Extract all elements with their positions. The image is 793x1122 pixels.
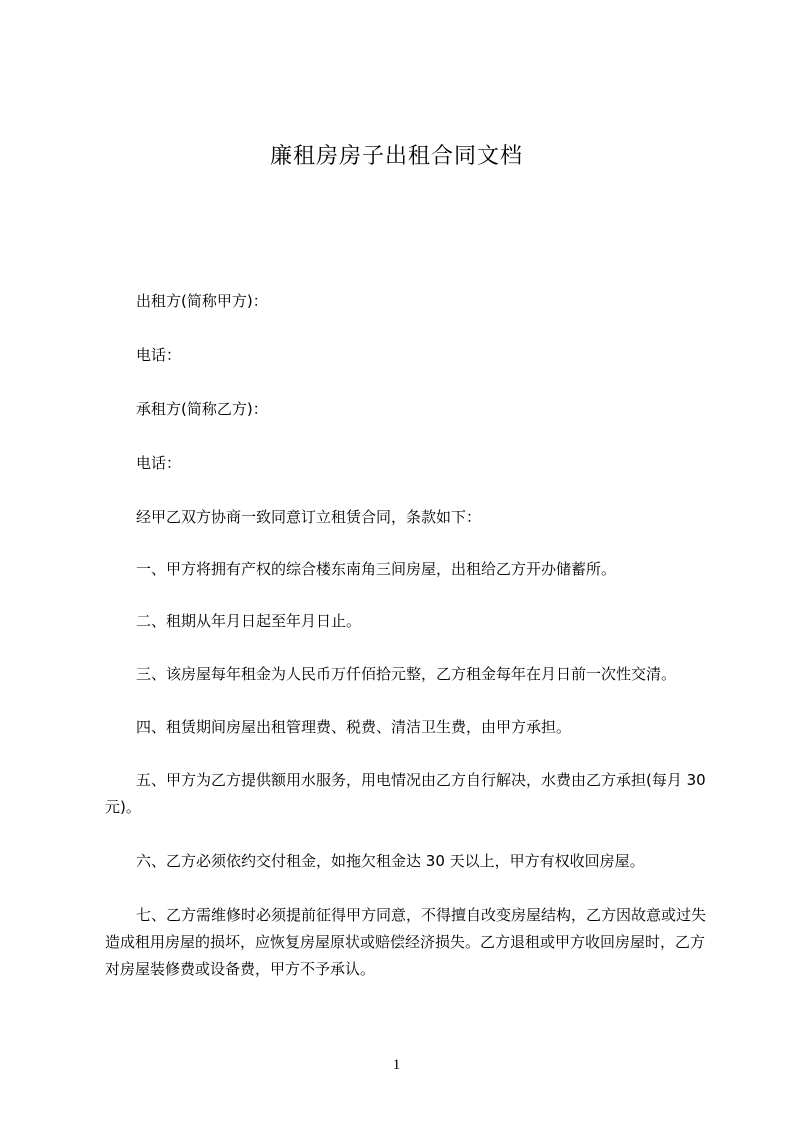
clause-5: 五、甲方为乙方提供额用水服务，用电情况由乙方自行解决，水费由乙方承担(每月 30 元)。 — [105, 771, 706, 816]
clause-6: 六、乙方必须依约交付租金，如拖欠租金达 30 天以上，甲方有权收回房屋。 — [136, 852, 645, 870]
lessor-phone-line: 电话： — [136, 346, 182, 364]
page-number: 1 — [392, 1057, 401, 1073]
clause-2: 二、租期从年月日起至年月日止。 — [136, 612, 362, 630]
lessor-line: 出租方(简称甲方)： — [136, 292, 268, 310]
document-title: 廉租房房子出租合同文档 — [269, 144, 523, 169]
lessee-phone-line: 电话： — [136, 454, 182, 472]
agreement-intro: 经甲乙双方协商一致同意订立租赁合同，条款如下： — [136, 508, 482, 526]
clause-3: 三、该房屋每年租金为人民币万仟佰拾元整，乙方租金每年在月日前一次性交清。 — [136, 665, 677, 683]
lessee-line: 承租方(简称乙方)： — [136, 400, 268, 418]
clause-7: 七、乙方需维修时必须提前征得甲方同意，不得擅自改变房屋结构，乙方因故意或过失造成租用房屋的损坏，应恢复房屋原状或赔偿经济损失。乙方退租或甲方收回房屋时，乙方对房屋装修费或设备费，甲方不予承认。 — [105, 906, 707, 978]
clause-4: 四、租赁期间房屋出租管理费、税费、清洁卫生费，由甲方承担。 — [136, 718, 572, 736]
clause-1: 一、甲方将拥有产权的综合楼东南角三间房屋，出租给乙方开办储蓄所。 — [136, 560, 617, 578]
